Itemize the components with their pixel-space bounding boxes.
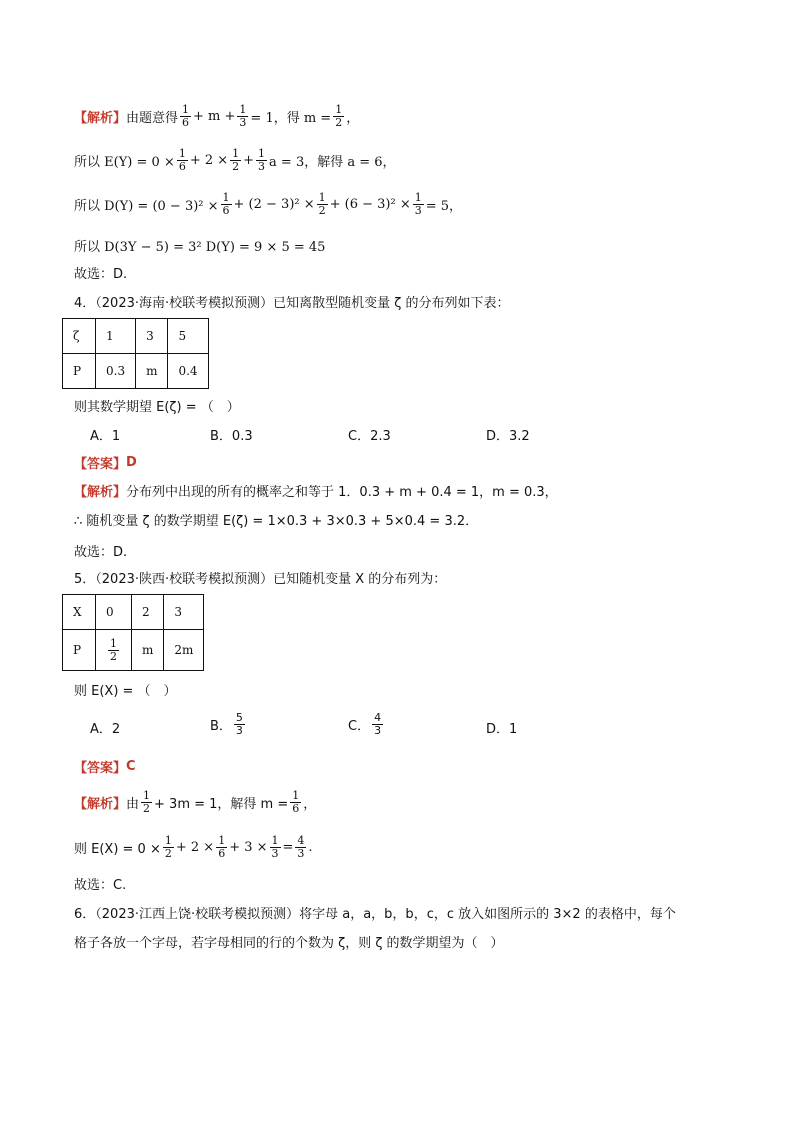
q5-option-b: B． $\frac{5}{3}$ xyxy=(210,711,243,737)
fraction: $\frac{1}{3}$ xyxy=(414,191,422,217)
q4-option-b: B．0.3 xyxy=(210,429,253,444)
q4-option-a: A．1 xyxy=(90,429,121,444)
q5-distribution-table xyxy=(62,594,204,671)
choose-line: 故选：D. xyxy=(74,267,128,282)
q4-choose: 故选：D. xyxy=(74,545,128,560)
q4-analysis: 【解析】 分布列中出现的所有的概率之和等于 1．0.3 + m + 0.4 = 1，m = 0.3， xyxy=(74,485,558,500)
q4-stem: 4．（2023·海南·校联考模拟预测）已知离散型随机变量 ζ 的分布列如下表： xyxy=(74,296,510,311)
fraction: $\frac{1}{2}$ xyxy=(164,834,172,860)
q4-question: 则其数学期望 E(ζ) = （ ） xyxy=(74,400,240,415)
fraction: $\frac{1}{2}$ xyxy=(143,789,151,815)
q5-question: 则 E(X) = （ ） xyxy=(74,684,177,699)
fraction: $\frac{4}{3}$ xyxy=(374,711,382,737)
table-row: P 0.3 m 0.4 xyxy=(63,354,209,389)
analysis-line-2: 所以 E(Y) = 0 × $\frac{1}{6}$ + 2 × $\frac{1}{2}$ + $\frac{1}{3}$ a = 3，解得 a = 6， xyxy=(74,147,396,173)
fraction: $\frac{1}{6}$ xyxy=(178,147,186,173)
q6-stem-line-1: 6．（2023·江西上饶·校联考模拟预测）将字母 a，a，b，b，c，c 放入如图所示的 3×2 的表格中，每个 xyxy=(74,907,676,922)
fraction: $\frac{1}{6}$ xyxy=(218,834,226,860)
analysis-line-3: 所以 D(Y) = (0 − 3)² × $\frac{1}{6}$ + (2 − 3)² × $\frac{1}{2}$ + (6 − 3)² × $\frac{1}{3}$ = 5， xyxy=(74,191,463,217)
fraction: $\frac{4}{3}$ xyxy=(297,834,305,860)
analysis-line-1: 【解析】 由题意得 $\frac{1}{6}$ + m + $\frac{1}{3}$ = 1，得 m = $\frac{1}{2}$ ， xyxy=(74,103,360,129)
q5-option-c: C． $\frac{4}{3}$ xyxy=(348,711,382,737)
q5-analysis: 【解析】 由 $\frac{1}{2}$ + 3m = 1，解得 m = $\frac{1}{6}$ ， xyxy=(74,789,317,815)
q5-answer: 【答案】 C xyxy=(74,759,136,776)
fraction: $\frac{1}{6}$ xyxy=(222,191,230,217)
q5-analysis-2: 则 E(X) = 0 × $\frac{1}{2}$ + 2 × $\frac{1}{6}$ + 3 × $\frac{1}{3}$ = $\frac{4}{3}$ . xyxy=(74,834,313,860)
fraction: $\frac{1}{2}$ xyxy=(110,636,117,663)
fraction: $\frac{1}{6}$ xyxy=(292,789,300,815)
q4-option-d: D．3.2 xyxy=(486,429,530,444)
q5-stem: 5．（2023·陕西·校联考模拟预测）已知随机变量 X 的分布列为： xyxy=(74,572,447,587)
table-row: ζ 1 3 5 xyxy=(63,319,209,354)
q4-answer: 【答案】 D xyxy=(74,455,137,472)
fraction: $\frac{1}{2}$ xyxy=(232,147,240,173)
table-row: X 0 2 3 xyxy=(63,595,204,630)
fraction: $\frac{1}{3}$ xyxy=(239,103,247,129)
q5-option-a: A．2 xyxy=(90,722,121,737)
fraction: $\frac{1}{6}$ xyxy=(182,103,190,129)
q5-option-d: D．1 xyxy=(486,722,518,737)
q4-distribution-table xyxy=(62,318,209,389)
fraction: $\frac{1}{3}$ xyxy=(258,147,266,173)
q5-choose: 故选：C. xyxy=(74,878,127,893)
fraction: $\frac{1}{2}$ xyxy=(335,103,343,129)
q4-analysis-2: ∴ 随机变量 ζ 的数学期望 E(ζ) = 1×0.3 + 3×0.3 + 5×0.4 = 3.2． xyxy=(74,514,479,529)
fraction: $\frac{5}{3}$ xyxy=(235,711,243,737)
q4-option-c: C．2.3 xyxy=(348,429,391,444)
fraction: $\frac{1}{2}$ xyxy=(318,191,326,217)
table-row: P $\frac{1}{2}$ m 2m xyxy=(63,630,204,671)
analysis-line-4: 所以 D(3Y − 5) = 3² D(Y) = 9 × 5 = 45 xyxy=(74,240,326,255)
q6-stem-line-2: 格子各放一个字母，若字母相同的行的个数为 ζ，则 ζ 的数学期望为（ ） xyxy=(74,936,504,951)
fraction: $\frac{1}{3}$ xyxy=(271,834,279,860)
